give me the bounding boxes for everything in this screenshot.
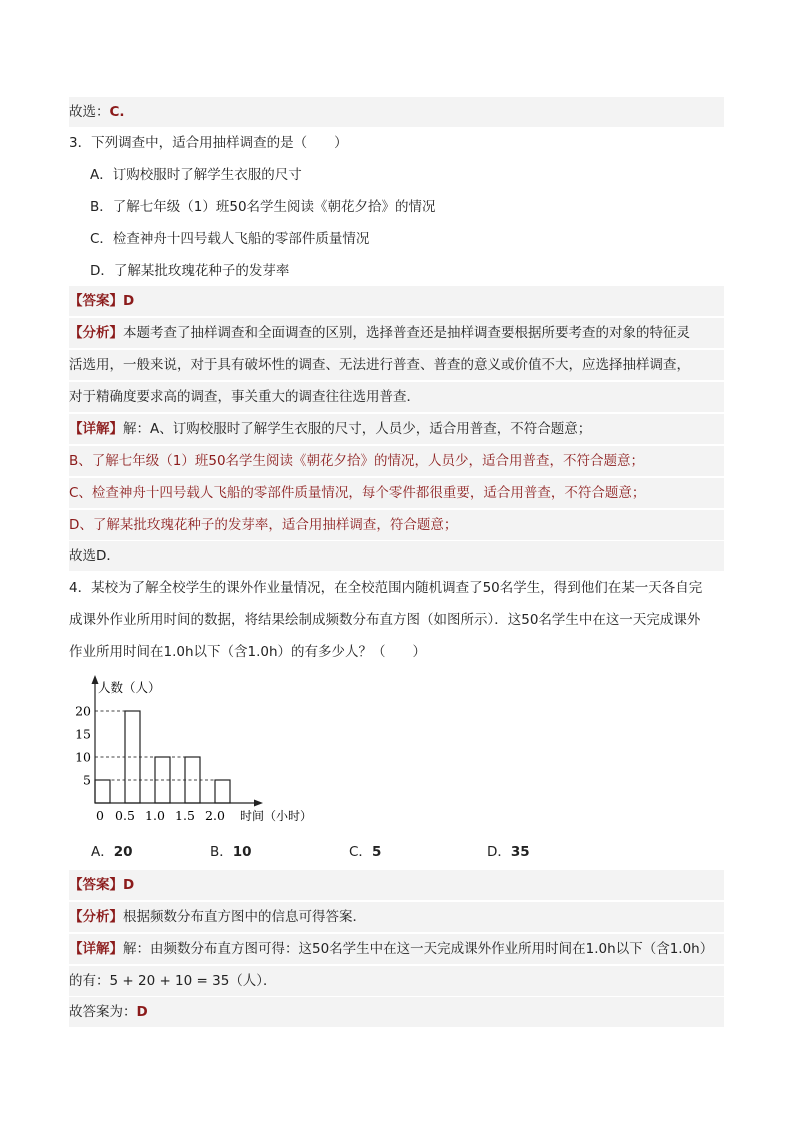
x-tick-label-1: 0.5 [115,808,135,823]
q4-conclusion [69,997,724,1027]
q4-stem-line-2: 成课外作业所用时间的数据，将结果绘制成频数分布直方图（如图所示）．这50名学生中在这一天完成课外 [69,612,701,628]
q4-stem-line-1: 4．某校为了解全校学生的课外作业量情况，在全校范围内随机调查了50名学生，得到他们在某一天各自完 [69,580,703,596]
q4-analysis-tag: 【分析】 [69,909,123,925]
q4-choice-a [91,840,133,864]
x-tick-label-4: 2.0 [205,808,225,823]
q3-stem: 3．下列调查中，适合用抽样调查的是（ ） [69,135,348,151]
q4-choice-b [210,840,252,864]
q4-choice-a-letter: A． [91,844,114,860]
chart-tick-labels [75,704,225,824]
q3-detail-line-3: C、检查神舟十四号载人飞船的零部件质量情况，每个零件都很重要，适合用普查，不符合题意； [69,478,724,508]
q4-choice-a-value: 20 [113,844,133,860]
q4-answer [69,870,724,900]
q3-analysis-line-3: 对于精确度要求高的调查，事关重大的调查往往选用普查． [69,382,724,412]
q4-answer-value: D [123,877,135,893]
x-tick-label-0: 0 [96,808,104,823]
histogram-chart [74,672,334,832]
q4-choice-b-value: 10 [232,844,252,860]
x-axis-arrow-icon [254,800,263,807]
histogram-bar-3 [185,757,200,803]
q4-choice-b-letter: B． [210,844,233,860]
q4-choice-d-letter: D． [487,844,511,860]
q4-choice-c [349,840,381,864]
q3-answer-value: D [123,293,135,309]
q3-analysis-line-1 [69,318,724,348]
chart-bars [95,711,230,803]
q4-detail-text-1: 解：由频数分布直方图可得：这50名学生中在这一天完成课外作业所用时间在1.0h以下（含1.0h） [123,941,714,957]
q4-detail-tag: 【详解】 [69,941,123,957]
q3-detail-text-1: 解：A、订购校服时了解学生衣服的尺寸，人员少，适合用普查，不符合题意； [123,421,592,437]
q3-option-d: D．了解某批玫瑰花种子的发芽率 [90,263,290,279]
prev-answer-line [69,97,724,127]
prev-answer-value: C. [109,104,125,120]
q4-choice-d [487,840,530,864]
q3-detail-line-4: D、了解某批玫瑰花种子的发芽率，适合用抽样调查，符合题意； [69,510,724,540]
q3-analysis-text-1: 本题考查了抽样调查和全面调查的区别，选择普查还是抽样调查要根据所要考查的对象的特征灵 [123,325,690,341]
chart-guide-lines [95,711,230,780]
q4-stem-line-3: 作业所用时间在1.0h以下（含1.0h）的有多少人？（ ） [69,644,427,660]
q4-answer-tag: 【答案】 [69,877,123,893]
q3-analysis-tag: 【分析】 [69,325,123,341]
q3-option-c: C．检查神舟十四号载人飞船的零部件质量情况 [90,231,370,247]
x-tick-label-3: 1.5 [175,808,195,823]
q3-conclusion: 故选D． [69,541,724,571]
q3-analysis-line-2: 活选用，一般来说，对于具有破坏性的调查、无法进行普查、普查的意义或价值不大，应选择抽样调查， [69,350,724,380]
y-tick-label-3: 20 [75,703,91,719]
q4-detail-line-2: 的有：5 + 20 + 10 = 35（人）． [69,966,724,996]
q4-choice-c-letter: C． [349,844,372,860]
q4-detail-line-1 [69,934,724,964]
y-tick-label-1: 10 [75,749,91,765]
y-axis-label: 人数（人） [98,680,161,695]
histogram-bar-1 [125,711,140,803]
prev-answer-label: 故选： [69,104,110,120]
y-tick-label-0: 5 [83,772,91,788]
q4-choice-d-value: 35 [510,844,530,860]
y-tick-label-2: 15 [75,726,91,742]
q3-detail-line-2: B、了解七年级（1）班50名学生阅读《朝花夕拾》的情况，人员少，适合用普查，不符合题意； [69,446,724,476]
histogram-bar-4 [215,780,230,803]
q4-analysis-text: 根据频数分布直方图中的信息可得答案． [123,909,366,925]
q3-detail-tag: 【详解】 [69,421,123,437]
q3-detail-line-1 [69,414,724,444]
q3-option-b: B．了解七年级（1）班50名学生阅读《朝花夕拾》的情况 [90,199,436,215]
q4-choice-c-value: 5 [371,844,382,860]
q3-answer-tag: 【答案】 [69,293,123,309]
q3-option-a: A．订购校服时了解学生衣服的尺寸 [90,167,302,183]
q4-conclusion-value: D [136,1004,148,1020]
x-tick-label-2: 1.0 [145,808,165,823]
q4-conclusion-label: 故答案为： [69,1004,137,1020]
x-axis-label: 时间（小时） [240,809,313,823]
histogram-bar-0 [95,780,110,803]
q3-answer [69,286,724,316]
q4-analysis [69,902,724,932]
